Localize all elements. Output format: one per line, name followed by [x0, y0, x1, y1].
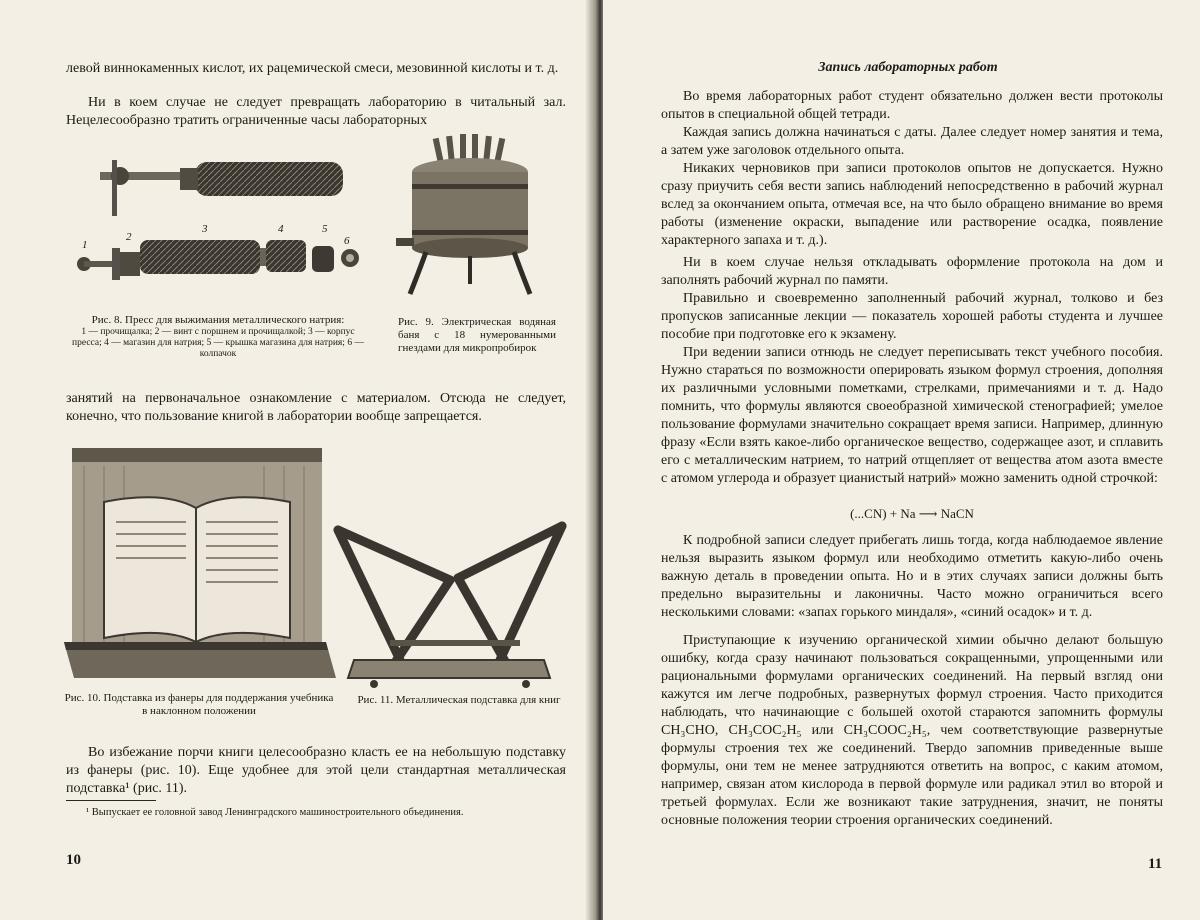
- fig8-label-2: 2: [126, 231, 132, 243]
- right-para-1: Во время лабораторных работ студент обязательно должен вести протоколы опытов в специальной общей тетради.: [661, 89, 1163, 122]
- section-title: Запись лабораторных работ: [818, 60, 998, 75]
- fig8-label-5: 5: [322, 223, 328, 235]
- fig8-label-1: 1: [82, 239, 88, 251]
- reaction-formula: (...CN) + Na ⟶ NaCN: [850, 506, 974, 521]
- fig11-caption: Рис. 11. Металлическая подставка для книг: [357, 694, 561, 706]
- left-page-number: 10: [66, 852, 81, 868]
- right-para-5: Правильно и своевременно заполненный рабочий журнал, толково и без пропусков записанные лекции — показатель хорошей работы студента и лучшее пособие при подготовке его к экзамену.: [661, 291, 1163, 342]
- right-page: [603, 0, 1200, 920]
- right-page-number: 11: [1148, 856, 1163, 872]
- fig8-label-6: 6: [344, 235, 350, 247]
- fig8-label-4: 4: [278, 223, 284, 235]
- right-para-3: Никаких черновиков при записи протоколов опытов не допускается. Нужно сразу приучить себя вести запись наблюдений непосредственно в рабочий журнал вслед за окончанием опыта, отмечая все, на что было обращено внимание во время работы (изменение окраски, выпадение или растворение осадка, появление характерного запаха и т. д.).: [661, 161, 1163, 248]
- left-top-text: левой виннокаменных кислот, их рацемической смеси, мезовинной кислоты и т. д.: [66, 61, 559, 76]
- fig8-caption-title: Рис. 8. Пресс для выжимания металлического натрия:: [91, 314, 345, 326]
- fig8-caption: [70, 314, 366, 360]
- right-para-8: Приступающие к изучению органической химии обычно делают большую ошибку, когда сразу начинают пользоваться сокращенными, упрощенными или рациональными формулами органических соединений. На первый взгляд они кажутся им легче подробных, развернутых формул строения. Часто приходится наблюдать, что начинающие с большей охотой стараются запомнить формулы CH₃CHO, CH₃COC₂H₅ или CH₃COOC₂H₅, чем соответствующие развернутые формулы строения тех же соединений. Твердо запомнив приведенные выше формулы, они тем не менее затрудняются ответить на вопрос, с каким атомом, например, связан атом кислорода в первой формуле или радикал этил во второй и третьей формулах. Если же возникают такие затруднения, значит, не поняты основные положения теории строения органических соединений.: [661, 633, 1163, 828]
- left-para-1: Ни в коем случае не следует превращать лабораторию в читальный зал. Нецелесообразно тратить ограниченные часы лабораторных: [66, 95, 566, 128]
- fig11-metal-stand-illustration: [330, 520, 570, 688]
- left-footnote: ¹ Выпускает ее головной завод Ленинградского машиностроительного объединения.: [86, 807, 464, 818]
- fig8-press-illustration: [70, 140, 380, 290]
- right-para-7: К подробной записи следует прибегать лишь тогда, когда наблюдаемое явление нельзя выразить языком формул или необходимо отметить какую-либо очень важную деталь в проведении опыта. Но и в этих случаях записи должны быть предельно выразительны и лаконичны. Часто можно ограничиться всего несколькими словами: «запах горького миндаля», «синий осадок» и т. д.: [661, 533, 1163, 620]
- right-para-2: Каждая запись должна начинаться с даты. Далее следует номер занятия и тема, а затем уже заголовок отдельного опыта.: [661, 125, 1163, 158]
- fig9-caption: Рис. 9. Электрическая водяная баня с 18 нумерованными гнездами для микропробирок: [398, 316, 556, 354]
- left-para-3: Во избежание порчи книги целесообразно класть ее на небольшую подставку из фанеры (рис. 10). Еще удобнее для этой цели стандартная металлическая подставка¹ (рис. 11).: [66, 745, 566, 796]
- left-page: [0, 0, 597, 920]
- footnote-rule: [66, 800, 156, 801]
- fig10-plywood-stand-illustration: [64, 442, 336, 686]
- fig10-caption: Рис. 10. Подставка из фанеры для поддержания учебника в наклонном положении: [64, 692, 334, 717]
- fig9-water-bath-illustration: [396, 134, 546, 298]
- left-para-2: занятий на первоначальное ознакомление с материалом. Отсюда не следует, конечно, что пользование книгой в лаборатории вообще запрещается.: [66, 391, 566, 424]
- right-para-4: Ни в коем случае нельзя откладывать оформление протокола на дом и заполнять рабочий журнал по памяти.: [661, 255, 1163, 288]
- fig8-caption-legend: 1 — прочищалка; 2 — винт с поршнем и прочищалкой; 3 — корпус пресса; 4 — магазин для натрия; 5 — крышка магазина для натрия; 6 — колпачок: [72, 327, 364, 359]
- fig8-label-3: 3: [202, 223, 208, 235]
- right-para-6: При ведении записи отнюдь не следует переписывать текст учебного пособия. Нужно стараться по возможности оперировать языком формул строения, дополняя их различными условными пометками, стрелками, примечаниями и т. д. Надо помнить, что формулы являются своеобразной химической стенографией; умелое пользование формулами значительно сокращает время записи. Например, длинную фразу «Если взять какое-либо органическое вещество, содержащее азот, и сплавить его с металлическим натрием, то натрий отщепляет от вещества атом азота вместе с атомом углерода и образует цианистый натрий» можно заменить одной строчкой:: [661, 345, 1163, 486]
